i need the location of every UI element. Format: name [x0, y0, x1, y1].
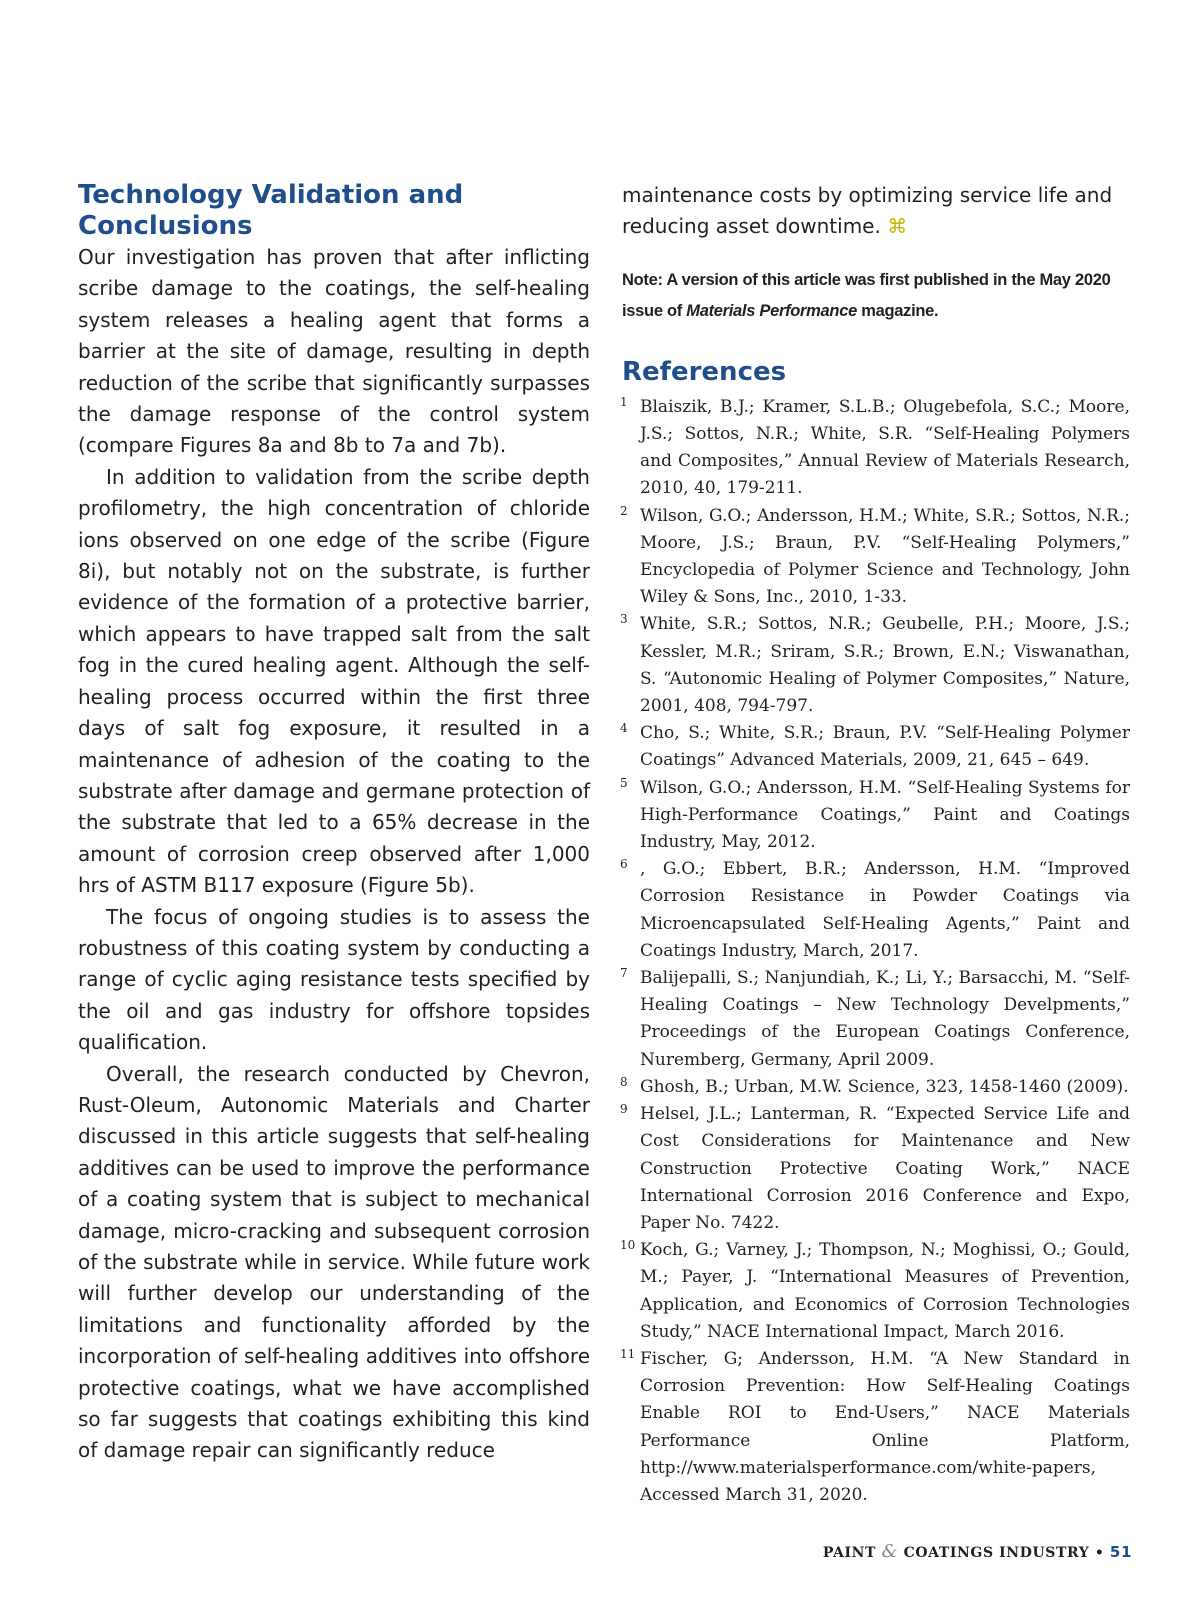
body-paragraph: The focus of ongoing studies is to assess the robustness of this coating system by conducting a range of cyclic aging resistance tests specified by the oil and gas industry for offshore topsides qualification.	[78, 904, 590, 1055]
reference-item	[622, 611, 1130, 720]
reference-text: White, S.R.; Sottos, N.R.; Geubelle, P.H.; Moore, J.S.; Kessler, M.R.; Sriram, S.R.; Brown, E.N.; Viswanathan, S. “Autonomic Healing of Polymer Composites,” Nature, 2001, 408, 794-797.	[640, 614, 1130, 717]
reference-number: 10	[620, 1238, 636, 1253]
reference-number: 9	[620, 1102, 628, 1117]
reference-item	[622, 965, 1130, 1074]
body-paragraph: In addition to validation from the scribe depth profilometry, the high concentration of chloride ions observed on one edge of the scribe (Figure 8i), but notably not on the substrate, is further evidence of the formation of a protective barrier, which appears to have trapped salt from the salt fog in the cured healing agent. Although the self-healing process occurred within the first three days of salt fog exposure, it resulted in a maintenance of adhesion of the coating to the substrate after damage and germane protection of the substrate that led to a 65% decrease in the amount of corrosion creep observed after 1,000 hrs of ASTM B117 exposure (Figure 5b).	[78, 464, 590, 898]
footer-magazine-right: COATINGS INDUSTRY	[903, 1545, 1090, 1561]
reference-text: Balijepalli, S.; Nanjundiah, K.; Li, Y.; Barsacchi, M. “Self-Healing Coatings – New Technology Develpments,” Proceedings of the European Coatings Conference, Nuremberg, Germany, April 2009.	[640, 968, 1130, 1070]
reference-text: Fischer, G; Andersson, H.M. “A New Standard in Corrosion Prevention: How Self-Healing Coatings Enable ROI to End-Users,” NACE Materials Performance Online Platform, http://www.materialsperformance.com/white-papers, Accessed March 31, 2020.	[640, 1348, 1130, 1505]
reference-number: 2	[620, 503, 628, 518]
reference-text: Cho, S.; White, S.R.; Braun, P.V. “Self-Healing Polymer Coatings” Advanced Materials, 2009, 21, 645 – 649.	[640, 723, 1130, 771]
references-list	[622, 394, 1130, 1509]
reference-item	[622, 394, 1130, 503]
reference-number: 8	[620, 1074, 628, 1089]
reference-text: Wilson, G.O.; Andersson, H.M.; White, S.R.; Sottos, N.R.; Moore, J.S.; Braun, P.V. “Self-Healing Polymers,” Encyclopedia of Polymer Science and Technology, John Wiley & Sons, Inc., 2010, 1-33.	[640, 505, 1130, 608]
references-heading: References	[622, 356, 787, 387]
page-footer	[823, 1541, 1132, 1562]
reference-text: Wilson, G.O.; Andersson, H.M. “Self-Healing Systems for High-Performance Coatings,” Paint and Coatings Industry, May, 2012.	[640, 777, 1130, 853]
page-number: 51	[1109, 1543, 1132, 1561]
reference-item	[622, 503, 1130, 612]
reference-number: 7	[620, 966, 628, 981]
reference-number: 3	[620, 612, 628, 627]
footer-magazine-left: PAINT	[822, 1545, 877, 1561]
body-paragraph: Overall, the research conducted by Chevron, Rust-Oleum, Autonomic Materials and Charter discussed in this article suggests that self-healing additives can be used to improve the performance of a coating system that is subject to mechanical damage, micro-cracking and subsequent corrosion of the substrate while in service. While future work will further develop our understanding of the limitations and functionality afforded by the incorporation of self-healing additives into offshore protective coatings, what we have accomplished so far suggests that coatings exhibiting this kind of damage repair can significantly reduce	[78, 1061, 590, 1463]
reference-text: Koch, G.; Varney, J.; Thompson, N.; Moghissi, O.; Gould, M.; Payer, J. “International Measures of Prevention, Application, and Economics of Corrosion Technologies Study,” NACE International Impact, March 2016.	[640, 1240, 1130, 1342]
reference-item	[622, 720, 1130, 774]
reference-text: Helsel, J.L.; Lanterman, R. “Expected Service Life and Cost Considerations for Maintenance and New Construction Protective Coating Work,” NACE International Corrosion 2016 Conference and Expo, Paper No. 7422.	[640, 1104, 1130, 1233]
body-paragraph: Our investigation has proven that after inflicting scribe damage to the coatings, the self-healing system releases a healing agent that forms a barrier at the site of damage, resulting in depth reduction of the scribe that significantly surpasses the damage response of the control system (compare Figures 8a and 8b to 7a and 7b).	[78, 245, 590, 458]
reference-text: Blaiszik, B.J.; Kramer, S.L.B.; Olugebefola, S.C.; Moore, J.S.; Sottos, N.R.; White, S.R. “Self-Healing Polymers and Composites,” Annual Review of Materials Research, 2010, 40, 179-211.	[640, 396, 1130, 499]
reference-number: 4	[620, 721, 628, 736]
reference-number: 5	[620, 775, 628, 790]
reference-item	[622, 1346, 1130, 1509]
reference-item	[622, 856, 1130, 965]
note-prefix: Note: A version of this article was first published in the May 2020 issue of	[622, 270, 1111, 320]
note-magazine-title: Materials Performance	[686, 301, 857, 320]
footer-ampersand: &	[881, 1541, 899, 1562]
reference-number: 1	[620, 394, 628, 409]
reference-text: , G.O.; Ebbert, B.R.; Andersson, H.M. “Improved Corrosion Resistance in Powder Coatings via Microencapsulated Self-Healing Agents,” Paint and Coatings Industry, March, 2017.	[640, 859, 1130, 961]
end-mark-icon: ⌘	[887, 214, 908, 239]
reference-number: 6	[620, 857, 628, 872]
publication-note	[622, 265, 1130, 327]
reference-number: 11	[620, 1346, 636, 1361]
reference-text: Ghosh, B.; Urban, M.W. Science, 323, 1458-1460 (2009).	[640, 1076, 1129, 1097]
continuation-text: maintenance costs by optimizing service life and reducing asset downtime.	[622, 183, 1113, 239]
note-suffix: magazine.	[856, 301, 939, 320]
section-heading: Technology Validation and Conclusions	[78, 180, 464, 241]
footer-bullet: •	[1094, 1545, 1105, 1561]
right-column	[622, 180, 1130, 1509]
reference-item	[622, 1237, 1130, 1346]
reference-item	[622, 1074, 1130, 1101]
continuation-paragraph	[622, 180, 1130, 243]
reference-item	[622, 775, 1130, 857]
reference-item	[622, 1101, 1130, 1237]
left-column	[78, 180, 590, 1467]
